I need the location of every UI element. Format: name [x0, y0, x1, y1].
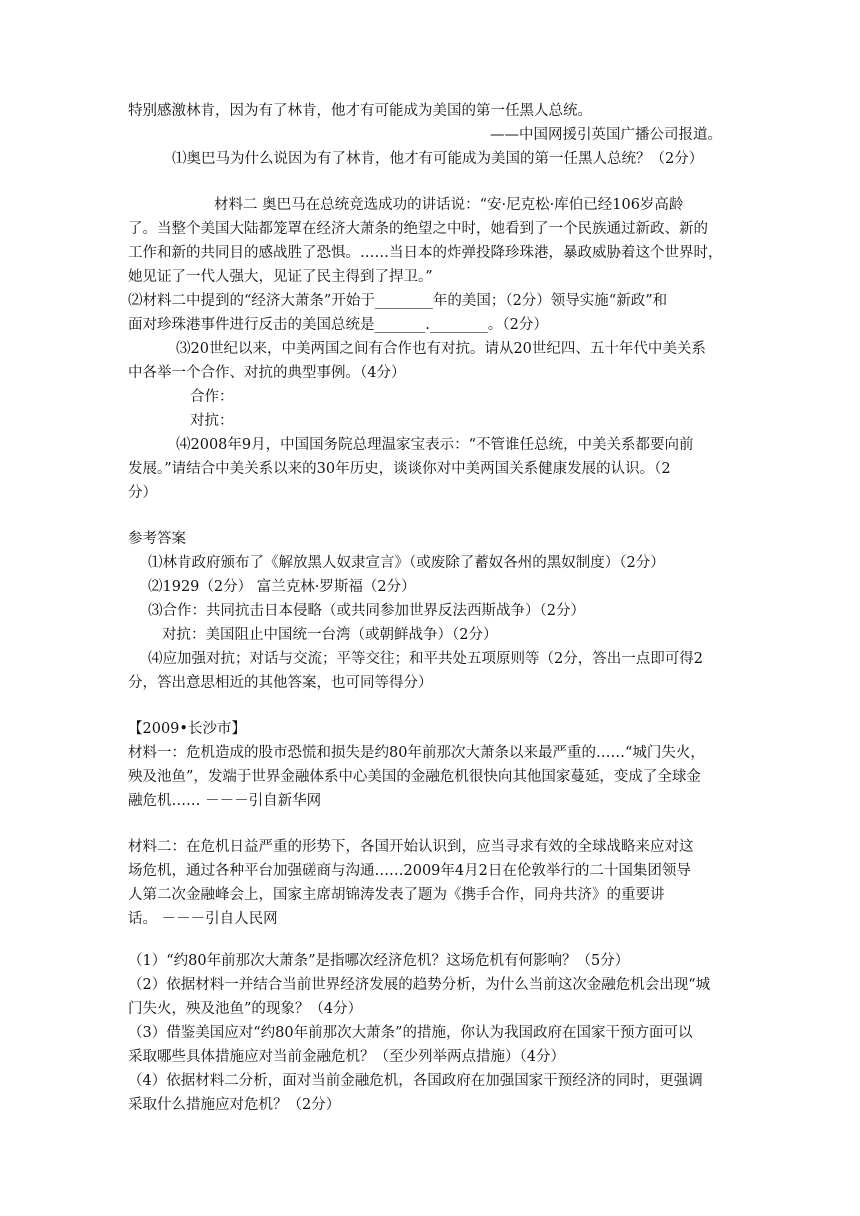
- text-line: 了。当整个美国大陆都笼罩在经济大萧条的绝望之中时，她看到了一个民族通过新政、新的: [128, 221, 708, 237]
- answer-3b: 对抗：美国阻止中国统一台湾（或朝鲜战争）（2分）: [162, 627, 498, 643]
- question-2: ⑵材料二中提到的“经济大萧条”开始于________年的美国；（2分）领导实施“新政”和: [128, 293, 668, 309]
- text-line: 场危机，通过各种平台加强磋商与沟通……2009年4月2日在伦敦举行的二十国集团领导: [128, 863, 691, 879]
- answer-4: ⑷应加强对抗；对话与交流；平等交往；和平共处五项原则等（2分，答出一点即可得2: [148, 651, 703, 667]
- text-line: 特别感激林肯，因为有了林肯，他才有可能成为美国的第一任黑人总统。: [128, 103, 592, 119]
- material-2: 材料二：在危机日益严重的形势下，各国开始认识到，应当寻求有效的全球战略来应对这: [128, 839, 694, 855]
- text-line: 发展。”请结合中美关系以来的30年历史，谈谈你对中美两国关系健康发展的认识。（2: [128, 461, 671, 477]
- material-2-heading: 材料二 奥巴马在总统竞选成功的讲话说：“安·尼克松·库伯已经106岁高龄: [214, 197, 684, 213]
- question-4: ⑷2008年9月，中国国务院总理温家宝表示：“不管谁任总统，中美关系都要向前: [176, 437, 694, 453]
- cooperation-label: 合作：: [190, 389, 234, 405]
- text-line: 殃及池鱼”，发端于世界金融体系中心美国的金融危机很快向其他国家蔓延，变成了全球金: [128, 769, 701, 785]
- answer-3: ⑶合作：共同抗击日本侵略（或共同参加世界反法西斯战争）（2分）: [148, 603, 585, 619]
- text-line: 采取哪些具体措施应对当前金融危机？（至少列举两点措施）（4分）: [128, 1049, 565, 1065]
- text-line: 面对珍珠港事件进行反击的美国总统是_______.________。（2分）: [128, 317, 548, 333]
- text-line: 工作和新的共同目的感战胜了恐惧。……当日本的炸弹投降珍珠港，暴政威胁着这个世界时，: [128, 245, 723, 261]
- answer-2: ⑵1929（2分） 富兰克林·罗斯福（2分）: [148, 579, 416, 595]
- text-line: 分，答出意思相近的其他答案，也可同等得分）: [128, 675, 433, 691]
- text-line: 话。 －－－引自人民网: [128, 911, 278, 927]
- text-line: 中各举一个合作、对抗的典型事例。（4分）: [128, 365, 406, 381]
- question-q1: （1）“约80年前那次大萧条”是指哪次经济危机？这场危机有何影响？（5分）: [128, 953, 630, 969]
- question-q2: （2）依据材料一并结合当前世界经济发展的趋势分析，为什么当前这次金融危机会出现“城: [128, 977, 711, 993]
- text-line: 融危机…… －－－引自新华网: [128, 793, 322, 809]
- answer-1: ⑴林肯政府颁布了《解放黑人奴隶宣言》（或废除了蓄奴各州的黑奴制度）（2分）: [148, 555, 665, 571]
- section-heading: 【2009•长沙市】: [128, 721, 246, 737]
- source-citation: ——中国网援引英国广播公司报道。: [490, 127, 722, 143]
- question-3: ⑶20世纪以来，中美两国之间有合作也有对抗。请从20世纪四、五十年代中美关系: [176, 341, 706, 357]
- answers-heading: 参考答案: [128, 531, 186, 547]
- question-q3: （3）借鉴美国应对“约80年前那次大萧条”的措施，你认为我国政府在国家干预方面可以: [128, 1025, 693, 1041]
- text-line: 人第二次金融峰会上，国家主席胡锦涛发表了题为《携手合作，同舟共济》的重要讲: [128, 887, 665, 903]
- text-line: 分）: [128, 485, 157, 501]
- text-line: 门失火，殃及池鱼”的现象？（4分）: [128, 1001, 363, 1017]
- question-1: ⑴奥巴马为什么说因为有了林肯，他才有可能成为美国的第一任黑人总统？（2分）: [172, 151, 704, 167]
- question-q4: （4）依据材料二分析，面对当前金融危机，各国政府在加强国家干预经济的同时，更强调: [128, 1073, 703, 1089]
- text-line: 她见证了一代人强大，见证了民主得到了捍卫。”: [128, 269, 433, 285]
- material-1: 材料一：危机造成的股市恐慌和损失是约80年前那次大萧条以来最严重的……“城门失火，: [128, 745, 705, 761]
- confrontation-label: 对抗：: [190, 413, 234, 429]
- text-line: 采取什么措施应对危机？（2分）: [128, 1097, 341, 1113]
